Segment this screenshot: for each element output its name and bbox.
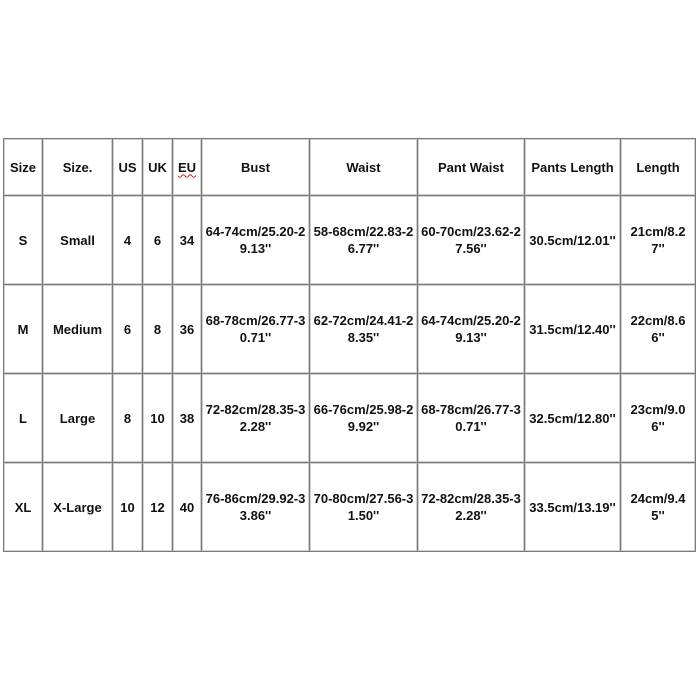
cell-length: 23cm/9.06'' xyxy=(621,374,696,463)
cell-size: M xyxy=(4,285,43,374)
cell-bust: 68-78cm/26.77-30.71'' xyxy=(202,285,310,374)
cell-size: XL xyxy=(4,463,43,552)
cell-pants-length: 33.5cm/13.19'' xyxy=(525,463,621,552)
cell-us: 4 xyxy=(113,196,143,285)
header-bust: Bust xyxy=(202,139,310,196)
cell-uk: 12 xyxy=(143,463,173,552)
size-chart-table xyxy=(3,138,696,552)
cell-bust: 76-86cm/29.92-33.86'' xyxy=(202,463,310,552)
cell-length: 21cm/8.27'' xyxy=(621,196,696,285)
header-size-name: Size. xyxy=(43,139,113,196)
cell-size-name: X-Large xyxy=(43,463,113,552)
cell-length: 22cm/8.66'' xyxy=(621,285,696,374)
cell-bust: 64-74cm/25.20-29.13'' xyxy=(202,196,310,285)
header-us: US xyxy=(113,139,143,196)
cell-eu: 38 xyxy=(173,374,202,463)
cell-pant-waist: 68-78cm/26.77-30.71'' xyxy=(418,374,525,463)
cell-eu: 40 xyxy=(173,463,202,552)
table-row xyxy=(4,285,696,374)
cell-eu: 36 xyxy=(173,285,202,374)
cell-size-name: Small xyxy=(43,196,113,285)
cell-bust: 72-82cm/28.35-32.28'' xyxy=(202,374,310,463)
header-pants-length: Pants Length xyxy=(525,139,621,196)
cell-pants-length: 31.5cm/12.40'' xyxy=(525,285,621,374)
table-row xyxy=(4,196,696,285)
table-row xyxy=(4,463,696,552)
cell-pant-waist: 72-82cm/28.35-32.28'' xyxy=(418,463,525,552)
cell-pants-length: 32.5cm/12.80'' xyxy=(525,374,621,463)
cell-us: 10 xyxy=(113,463,143,552)
table-row xyxy=(4,374,696,463)
header-waist: Waist xyxy=(310,139,418,196)
header-size: Size xyxy=(4,139,43,196)
header-eu-label: EU xyxy=(177,159,197,175)
header-uk: UK xyxy=(143,139,173,196)
cell-length: 24cm/9.45'' xyxy=(621,463,696,552)
cell-uk: 10 xyxy=(143,374,173,463)
cell-us: 6 xyxy=(113,285,143,374)
cell-eu: 34 xyxy=(173,196,202,285)
cell-pant-waist: 60-70cm/23.62-27.56'' xyxy=(418,196,525,285)
cell-size: S xyxy=(4,196,43,285)
cell-size: L xyxy=(4,374,43,463)
cell-uk: 6 xyxy=(143,196,173,285)
cell-waist: 66-76cm/25.98-29.92'' xyxy=(310,374,418,463)
cell-waist: 62-72cm/24.41-28.35'' xyxy=(310,285,418,374)
cell-size-name: Medium xyxy=(43,285,113,374)
header-length: Length xyxy=(621,139,696,196)
cell-waist: 70-80cm/27.56-31.50'' xyxy=(310,463,418,552)
header-eu xyxy=(173,139,202,196)
header-pant-waist: Pant Waist xyxy=(418,139,525,196)
cell-pants-length: 30.5cm/12.01'' xyxy=(525,196,621,285)
header-row xyxy=(4,139,696,196)
cell-pant-waist: 64-74cm/25.20-29.13'' xyxy=(418,285,525,374)
cell-us: 8 xyxy=(113,374,143,463)
cell-waist: 58-68cm/22.83-26.77'' xyxy=(310,196,418,285)
cell-uk: 8 xyxy=(143,285,173,374)
cell-size-name: Large xyxy=(43,374,113,463)
